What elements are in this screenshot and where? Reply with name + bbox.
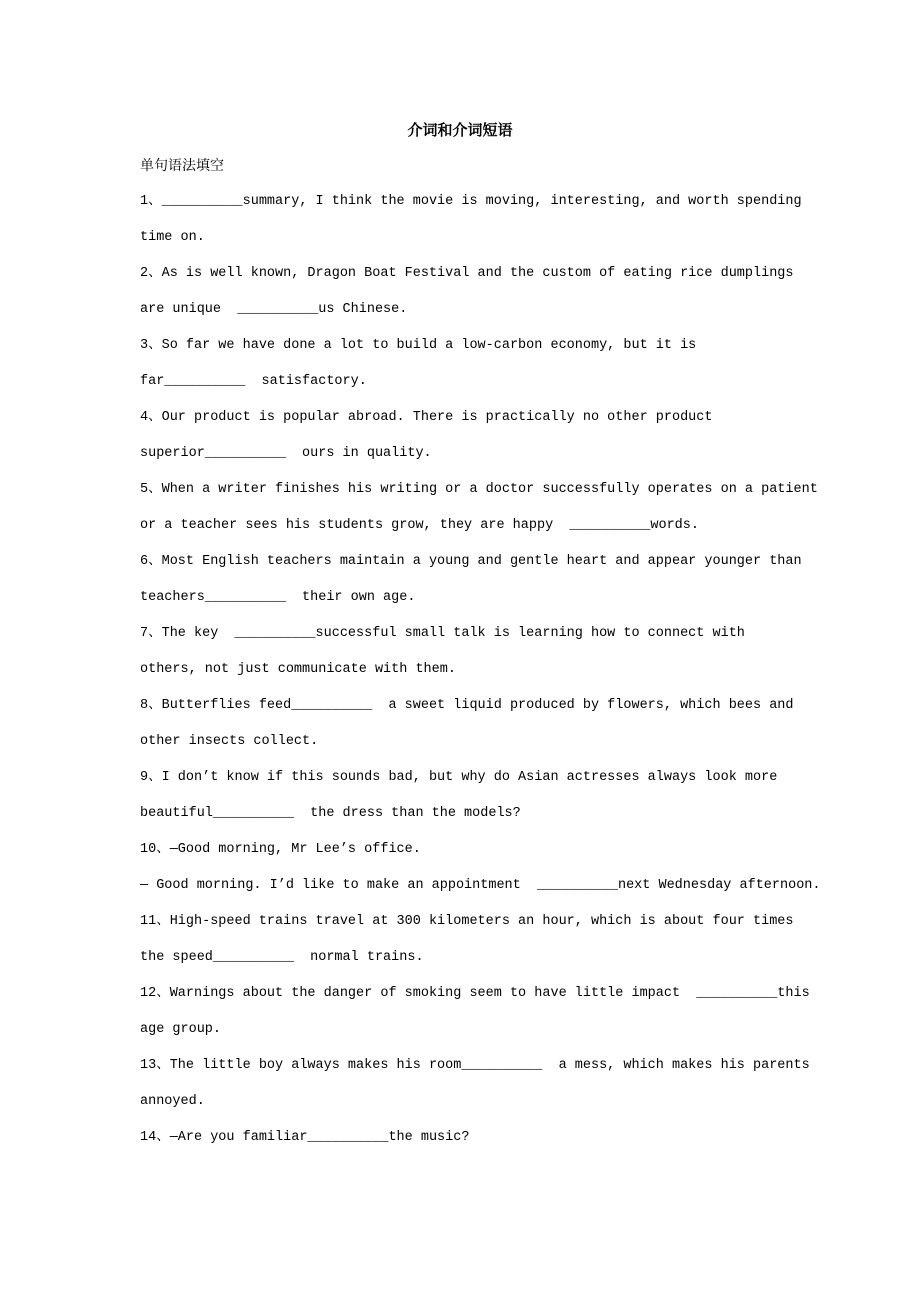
- question-line: — Good morning. I’d like to make an appointment __________next Wednesday afternoon.: [140, 878, 821, 893]
- question-line: annoyed.: [140, 1094, 205, 1109]
- question-line: 4、Our product is popular abroad. There is practically no other product: [140, 410, 713, 425]
- question-line: 8、Butterflies feed__________ a sweet liquid produced by flowers, which bees and: [140, 698, 794, 713]
- question-line: other insects collect.: [140, 734, 319, 749]
- question-line: age group.: [140, 1022, 222, 1037]
- question-line: 10、—Good morning, Mr Lee’s office.: [140, 842, 421, 857]
- question-line: far__________ satisfactory.: [140, 374, 367, 389]
- section-heading: 单句语法填空: [140, 158, 224, 174]
- question-line: 14、—Are you familiar__________the music?: [140, 1130, 470, 1145]
- question-line: 12、Warnings about the danger of smoking seem to have little impact __________this: [140, 986, 810, 1001]
- question-line: are unique __________us Chinese.: [140, 302, 408, 317]
- question-line: beautiful__________ the dress than the models?: [140, 806, 521, 821]
- question-line: 9、I don’t know if this sounds bad, but why do Asian actresses always look more: [140, 770, 778, 785]
- question-line: or a teacher sees his students grow, they are happy __________words.: [140, 518, 699, 533]
- question-line: superior__________ ours in quality.: [140, 446, 432, 461]
- question-line: time on.: [140, 230, 205, 245]
- question-line: 1、__________summary, I think the movie is moving, interesting, and worth spending: [140, 194, 802, 209]
- question-line: others, not just communicate with them.: [140, 662, 456, 677]
- question-line: 6、Most English teachers maintain a young and gentle heart and appear younger than: [140, 554, 802, 569]
- question-line: 7、The key __________successful small talk is learning how to connect with: [140, 626, 745, 641]
- question-line: 2、As is well known, Dragon Boat Festival and the custom of eating rice dumplings: [140, 266, 794, 281]
- question-line: teachers__________ their own age.: [140, 590, 416, 605]
- question-line: 3、So far we have done a lot to build a low-carbon economy, but it is: [140, 338, 697, 353]
- questions-list: [140, 184, 870, 1156]
- page-title: 介词和介词短语: [407, 121, 513, 139]
- question-line: the speed__________ normal trains.: [140, 950, 424, 965]
- question-line: 13、The little boy always makes his room__________ a mess, which makes his parents: [140, 1058, 810, 1073]
- question-line: 5、When a writer finishes his writing or a doctor successfully operates on a patient: [140, 482, 818, 497]
- question-line: 11、High-speed trains travel at 300 kilometers an hour, which is about four times: [140, 914, 794, 929]
